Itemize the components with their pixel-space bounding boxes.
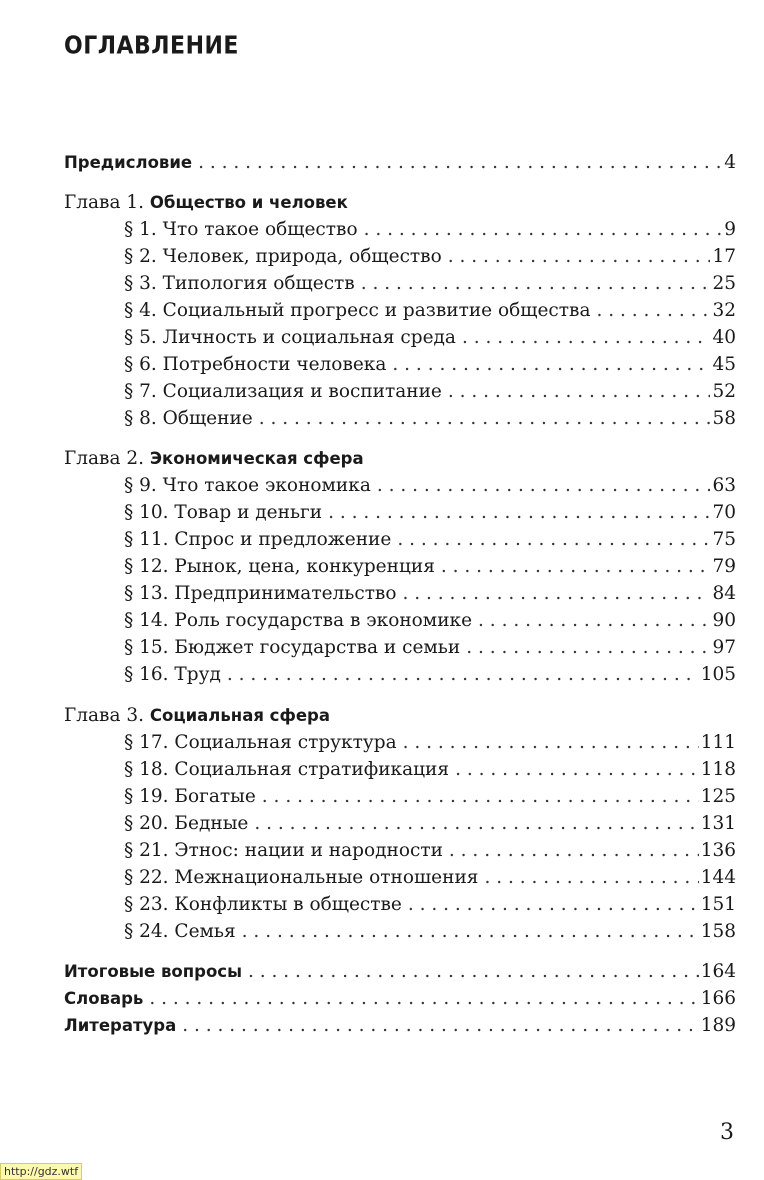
toc-entry-label: Словарь	[64, 989, 144, 1008]
toc-entry-page: 63	[712, 475, 736, 496]
toc-entry[interactable]	[124, 554, 736, 580]
toc-entry-label: § 13. Предпринимательство	[124, 583, 397, 604]
toc-entry-page: 79	[712, 556, 736, 577]
toc-entry-page: 45	[712, 354, 736, 375]
toc-entry-label: § 18. Социальная стратификация	[124, 759, 450, 780]
toc-entry-page: 144	[700, 867, 736, 888]
toc-entry-page: 105	[700, 664, 736, 685]
chapter-prefix: Глава 2.	[64, 448, 145, 469]
toc-entry-page: 151	[700, 894, 736, 915]
toc-entry[interactable]	[124, 838, 736, 864]
toc-entry-page: 52	[712, 381, 736, 402]
toc-entry[interactable]	[124, 892, 736, 918]
toc-entry-page: 189	[700, 1015, 736, 1036]
toc-entry-label: § 7. Социализация и воспитание	[124, 381, 442, 402]
toc-entry-page: 125	[700, 786, 736, 807]
leader-dots	[242, 919, 699, 945]
toc-entry-label: § 19. Богатые	[124, 786, 256, 807]
toc-entry-label: § 6. Потребности человека	[124, 354, 387, 375]
toc-entry-final-questions[interactable]	[64, 959, 736, 985]
toc-entry-label: § 9. Что такое экономика	[124, 475, 371, 496]
toc-entry-label: Литература	[64, 1016, 177, 1035]
toc-entry-page: 25	[712, 273, 736, 294]
toc-entry-label: § 14. Роль государства в экономике	[124, 610, 473, 631]
leader-dots	[441, 554, 711, 580]
toc-entry-label: § 23. Конфликты в обществе	[124, 894, 402, 915]
leader-dots	[198, 150, 722, 176]
toc-entry[interactable]	[124, 730, 736, 756]
leader-dots	[254, 811, 698, 837]
toc-entry-label: § 16. Труд	[124, 664, 221, 685]
leader-dots	[361, 271, 711, 297]
chapter-prefix: Глава 3.	[64, 705, 145, 726]
toc-entry[interactable]	[124, 581, 736, 607]
chapter-name: Общество и человек	[149, 193, 348, 212]
toc-entry[interactable]	[124, 527, 736, 553]
toc-entry-preface[interactable]	[64, 150, 736, 176]
toc-entry-label: § 3. Типология обществ	[124, 273, 355, 294]
leader-dots	[227, 662, 699, 688]
leader-dots	[377, 473, 711, 499]
toc-entry-page: 90	[712, 610, 736, 631]
toc-entry-page: 32	[712, 300, 736, 321]
leader-dots	[364, 217, 723, 243]
toc-entry[interactable]	[124, 473, 736, 499]
leader-dots	[455, 757, 699, 783]
toc-entry-page: 4	[724, 152, 736, 173]
toc-entry-label: § 24. Семья	[124, 921, 236, 942]
leader-dots	[403, 730, 699, 756]
toc-entry-label: § 11. Спрос и предложение	[124, 529, 392, 550]
leader-dots	[259, 406, 711, 432]
toc-entry-literature[interactable]	[64, 1013, 736, 1039]
toc-entry-label: § 8. Общение	[124, 408, 253, 429]
toc-entry-label: Предисловие	[64, 153, 193, 172]
leader-dots	[182, 1013, 698, 1039]
toc-entry[interactable]	[124, 271, 736, 297]
toc-entry[interactable]	[124, 352, 736, 378]
toc-entry[interactable]	[124, 635, 736, 661]
toc-entry-page: 40	[712, 327, 736, 348]
toc-entry-label: § 17. Социальная структура	[124, 732, 397, 753]
toc-entry-label: § 20. Бедные	[124, 813, 249, 834]
leader-dots	[462, 325, 711, 351]
chapter-heading-2	[64, 446, 364, 472]
chapter-name: Социальная сфера	[149, 706, 330, 725]
toc-entry-page: 9	[724, 219, 736, 240]
chapter-heading-3	[64, 703, 330, 729]
leader-dots	[248, 959, 699, 985]
toc-entry-dictionary[interactable]	[64, 986, 736, 1012]
toc-entry-page: 118	[700, 759, 736, 780]
leader-dots	[466, 635, 710, 661]
leader-dots	[397, 527, 710, 553]
toc-entry[interactable]	[124, 500, 736, 526]
toc-entry-label: § 15. Бюджет государства и семьи	[124, 637, 461, 658]
leader-dots	[149, 986, 698, 1012]
toc-entry-label: § 10. Товар и деньги	[124, 502, 323, 523]
leader-dots	[448, 244, 711, 270]
toc-entry-page: 75	[712, 529, 736, 550]
toc-entry[interactable]	[124, 757, 736, 783]
toc-entry-page: 166	[700, 988, 736, 1009]
toc-entry-page: 97	[712, 637, 736, 658]
toc-entry-label: Итоговые вопросы	[64, 962, 242, 981]
leader-dots	[478, 608, 710, 634]
leader-dots	[328, 500, 710, 526]
toc-entry-label: § 21. Этнос: нации и народности	[124, 840, 443, 861]
leader-dots	[449, 838, 699, 864]
toc-entry-page: 70	[712, 502, 736, 523]
toc-entry-page: 17	[712, 246, 736, 267]
toc-entry[interactable]	[124, 784, 736, 810]
toc-entry-label: § 5. Личность и социальная среда	[124, 327, 456, 348]
leader-dots	[596, 298, 710, 324]
toc-entry-page: 58	[712, 408, 736, 429]
toc-entry[interactable]	[124, 379, 736, 405]
leader-dots	[484, 865, 698, 891]
watermark-link[interactable]: http://gdz.wtf	[0, 1163, 82, 1180]
leader-dots	[408, 892, 699, 918]
toc-entry-label: § 2. Человек, природа, общество	[124, 246, 442, 267]
toc-entry[interactable]	[124, 608, 736, 634]
toc-entry[interactable]	[124, 811, 736, 837]
chapter-heading-1	[64, 190, 348, 216]
toc-entry-label: § 22. Межнациональные отношения	[124, 867, 479, 888]
toc-entry[interactable]	[124, 298, 736, 324]
leader-dots	[448, 379, 711, 405]
toc-entry-page: 111	[700, 732, 736, 753]
toc-entry-page: 131	[700, 813, 736, 834]
leader-dots	[392, 352, 710, 378]
toc-entry-page: 84	[712, 583, 736, 604]
chapter-name: Экономическая сфера	[149, 449, 364, 468]
toc-entry[interactable]	[124, 406, 736, 432]
leader-dots	[262, 784, 699, 810]
toc-entry-page: 158	[700, 921, 736, 942]
toc-entry[interactable]	[124, 662, 736, 688]
toc-entry[interactable]	[124, 244, 736, 270]
toc-entry[interactable]	[124, 919, 736, 945]
toc-entry-label: § 12. Рынок, цена, конкуренция	[124, 556, 435, 577]
toc-entry[interactable]	[124, 217, 736, 243]
chapter-prefix: Глава 1.	[64, 192, 145, 213]
toc-entry-page: 136	[700, 840, 736, 861]
toc-entry-label: § 1. Что такое общество	[124, 219, 358, 240]
toc-entry-page: 164	[700, 961, 736, 982]
page-number: 3	[720, 1120, 734, 1145]
toc-entry[interactable]	[124, 325, 736, 351]
toc-entry[interactable]	[124, 865, 736, 891]
leader-dots	[403, 581, 711, 607]
toc-entry-label: § 4. Социальный прогресс и развитие общества	[124, 300, 591, 321]
page-title: ОГЛАВЛЕНИЕ	[64, 32, 239, 60]
